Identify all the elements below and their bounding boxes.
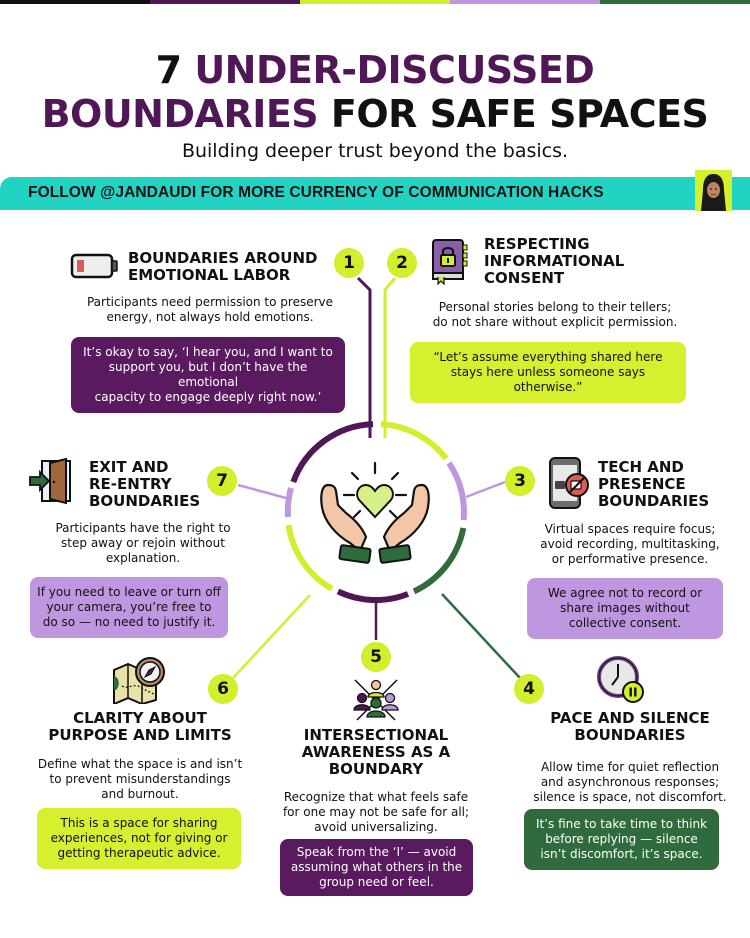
badge-5: 5 xyxy=(361,642,391,672)
boundary-desc-3: Virtual spaces require focus; avoid recording, multitasking, or performative presence. xyxy=(540,522,720,566)
connector-line-7 xyxy=(238,485,286,498)
boundary-desc-5: Recognize that what feels safe for one may not be safe for all; avoid universalizing. xyxy=(282,790,470,834)
boundary-quote-6: This is a space for sharing experiences, not for giving or getting therapeutic advice. xyxy=(37,808,241,869)
badge-2: 2 xyxy=(387,248,417,278)
boundary-title-7: EXIT AND RE-ENTRY BOUNDARIES xyxy=(89,458,201,510)
boundary-quote-2: “Let’s assume everything shared here stays here unless someone says otherwise.” xyxy=(410,342,686,403)
boundary-desc-4: Allow time for quiet reflection and asynchronous responses; silence is space, not discomfort. xyxy=(533,760,727,804)
low-battery-icon xyxy=(70,253,120,279)
phone-no-camera-icon xyxy=(544,456,594,510)
boundary-title-3: TECH AND PRESENCE BOUNDARIES xyxy=(598,458,710,510)
hands-heart-icon xyxy=(310,455,440,575)
boundary-quote-1: It’s okay to say, ‘I hear you, and I want to support you, but I don’t have the emotional capacity to engage deeply right now.’ xyxy=(71,337,345,413)
connector-line-3 xyxy=(466,482,505,497)
title-rest: FOR SAFE SPACES xyxy=(318,92,709,136)
connector-line-6 xyxy=(233,595,310,678)
diverse-group-icon xyxy=(351,678,401,722)
boundary-title-5: INTERSECTIONAL AWARENESS AS A BOUNDARY xyxy=(301,726,451,778)
boundary-desc-6: Define what the space is and isn’t to prevent misunderstandings and burnout. xyxy=(37,757,243,801)
boundary-title-6: CLARITY ABOUT PURPOSE AND LIMITS xyxy=(48,709,232,744)
badge-6: 6 xyxy=(208,674,238,704)
boundary-title-1: BOUNDARIES AROUND EMOTIONAL LABOR xyxy=(128,249,318,284)
title-number: 7 xyxy=(155,48,195,92)
badge-7: 7 xyxy=(207,466,237,496)
boundary-quote-7: If you need to leave or turn off your camera, you’re free to do so — no need to justify it. xyxy=(30,577,228,638)
boundary-quote-5: Speak from the ‘I’ — avoid assuming what others in the group need or feel. xyxy=(280,839,473,896)
boundary-quote-3: We agree not to record or share images without collective consent. xyxy=(527,578,723,639)
page-subtitle: Building deeper trust beyond the basics. xyxy=(181,140,569,162)
locked-book-icon xyxy=(430,237,470,285)
map-compass-icon xyxy=(112,656,168,704)
boundary-title-4: PACE AND SILENCE BOUNDARIES xyxy=(550,709,710,744)
banner-text: FOLLOW @JANDAUDI FOR MORE CURRENCY OF COMMUNICATION HACKS xyxy=(28,184,604,201)
connector-line-4 xyxy=(442,594,520,678)
boundary-desc-7: Participants have the right to step away or rejoin without explanation. xyxy=(55,521,231,565)
badge-1: 1 xyxy=(334,248,364,278)
title-highlight-1: UNDER-DISCUSSED xyxy=(194,48,595,92)
clock-pause-icon xyxy=(596,655,646,705)
exit-door-icon xyxy=(28,457,76,505)
title-highlight-2: BOUNDARIES xyxy=(41,92,319,136)
boundary-desc-2: Personal stories belong to their tellers; do not share without explicit permission. xyxy=(432,300,678,329)
badge-4: 4 xyxy=(514,674,544,704)
badge-3: 3 xyxy=(505,466,535,496)
boundary-quote-4: It’s fine to take time to think before replying — silence isn’t discomfort, it’s space. xyxy=(524,809,719,870)
connector-line-2 xyxy=(385,278,395,438)
boundary-title-2: RESPECTING INFORMATIONAL CONSENT xyxy=(484,235,625,287)
boundary-desc-1: Participants need permission to preserve energy, not always hold emotions. xyxy=(86,295,334,324)
